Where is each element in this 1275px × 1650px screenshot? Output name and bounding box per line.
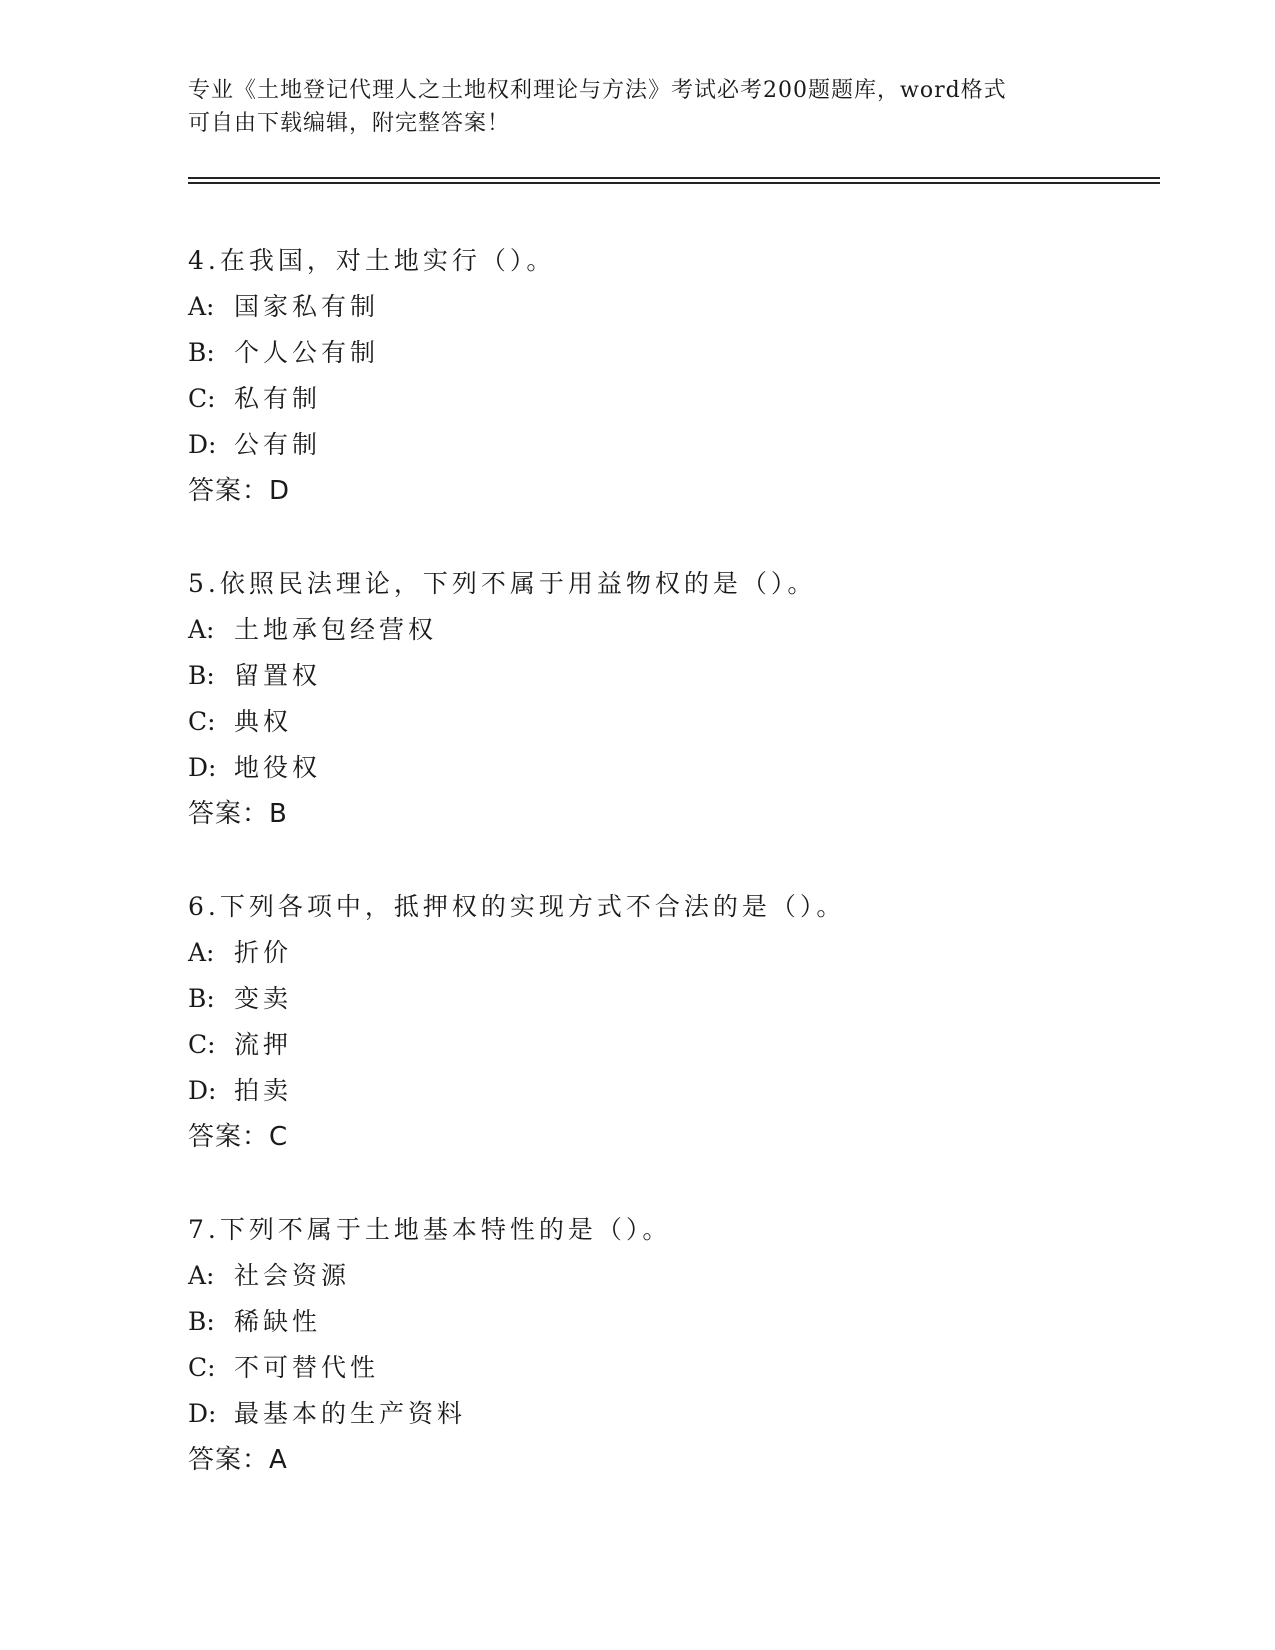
question-stem: 7.下列不属于土地基本特性的是（）。	[188, 1215, 672, 1244]
option-letter: A:	[188, 1261, 215, 1290]
answer: 答案：C	[188, 1122, 289, 1152]
option-letter: C:	[188, 1353, 216, 1382]
option-text: 留置权	[234, 661, 322, 690]
option-b	[188, 653, 1148, 699]
option-letter: B:	[188, 1307, 215, 1336]
option-a	[188, 930, 1148, 976]
option-text: 公有制	[234, 430, 322, 459]
option-text: 社会资源	[234, 1261, 351, 1290]
option-c	[188, 699, 1148, 745]
option-letter: C:	[188, 707, 216, 736]
option-text: 地役权	[234, 753, 322, 782]
option-letter: A:	[188, 615, 215, 644]
option-letter: B:	[188, 661, 215, 690]
option-letter: B:	[188, 984, 215, 1013]
option-d	[188, 745, 1148, 791]
question-list	[188, 238, 1148, 1530]
question-7	[188, 1207, 1148, 1483]
option-a	[188, 284, 1148, 330]
question-4	[188, 238, 1148, 514]
answer: 答案：D	[188, 476, 291, 506]
option-c	[188, 376, 1148, 422]
question-stem: 6.下列各项中，抵押权的实现方式不合法的是（）。	[188, 892, 846, 921]
option-a	[188, 607, 1148, 653]
option-letter: D:	[188, 753, 217, 782]
option-letter: D:	[188, 1076, 217, 1105]
question-6	[188, 884, 1148, 1160]
option-text: 土地承包经营权	[234, 615, 438, 644]
option-letter: A:	[188, 292, 215, 321]
header-line-1: 专业《土地登记代理人之土地权利理论与方法》考试必考200题题库，word格式	[188, 78, 1007, 103]
option-letter: C:	[188, 384, 216, 413]
option-text: 最基本的生产资料	[234, 1399, 467, 1428]
header-divider-bottom	[188, 182, 1160, 184]
answer: 答案：A	[188, 1445, 288, 1475]
option-text: 个人公有制	[234, 338, 380, 367]
question-stem: 4.在我国，对土地实行（）。	[188, 246, 556, 275]
option-text: 典权	[234, 707, 293, 736]
option-d	[188, 1068, 1148, 1114]
option-letter: A:	[188, 938, 215, 967]
option-d	[188, 422, 1148, 468]
option-d	[188, 1391, 1148, 1437]
option-letter: B:	[188, 338, 215, 367]
option-text: 不可替代性	[234, 1353, 380, 1382]
option-c	[188, 1022, 1148, 1068]
document-header	[188, 74, 1088, 140]
option-text: 拍卖	[234, 1076, 293, 1105]
option-text: 私有制	[234, 384, 322, 413]
option-b	[188, 1299, 1148, 1345]
option-b	[188, 330, 1148, 376]
option-text: 稀缺性	[234, 1307, 322, 1336]
option-text: 流押	[234, 1030, 293, 1059]
option-b	[188, 976, 1148, 1022]
option-text: 国家私有制	[234, 292, 380, 321]
option-a	[188, 1253, 1148, 1299]
option-c	[188, 1345, 1148, 1391]
answer: 答案：B	[188, 799, 288, 829]
option-letter: D:	[188, 430, 217, 459]
question-stem: 5.依照民法理论，下列不属于用益物权的是（）。	[188, 569, 817, 598]
header-divider-top	[188, 177, 1160, 179]
question-5	[188, 561, 1148, 837]
option-text: 变卖	[234, 984, 293, 1013]
header-line-2: 可自由下载编辑，附完整答案！	[188, 111, 511, 136]
option-letter: C:	[188, 1030, 216, 1059]
option-letter: D:	[188, 1399, 217, 1428]
option-text: 折价	[234, 938, 293, 967]
